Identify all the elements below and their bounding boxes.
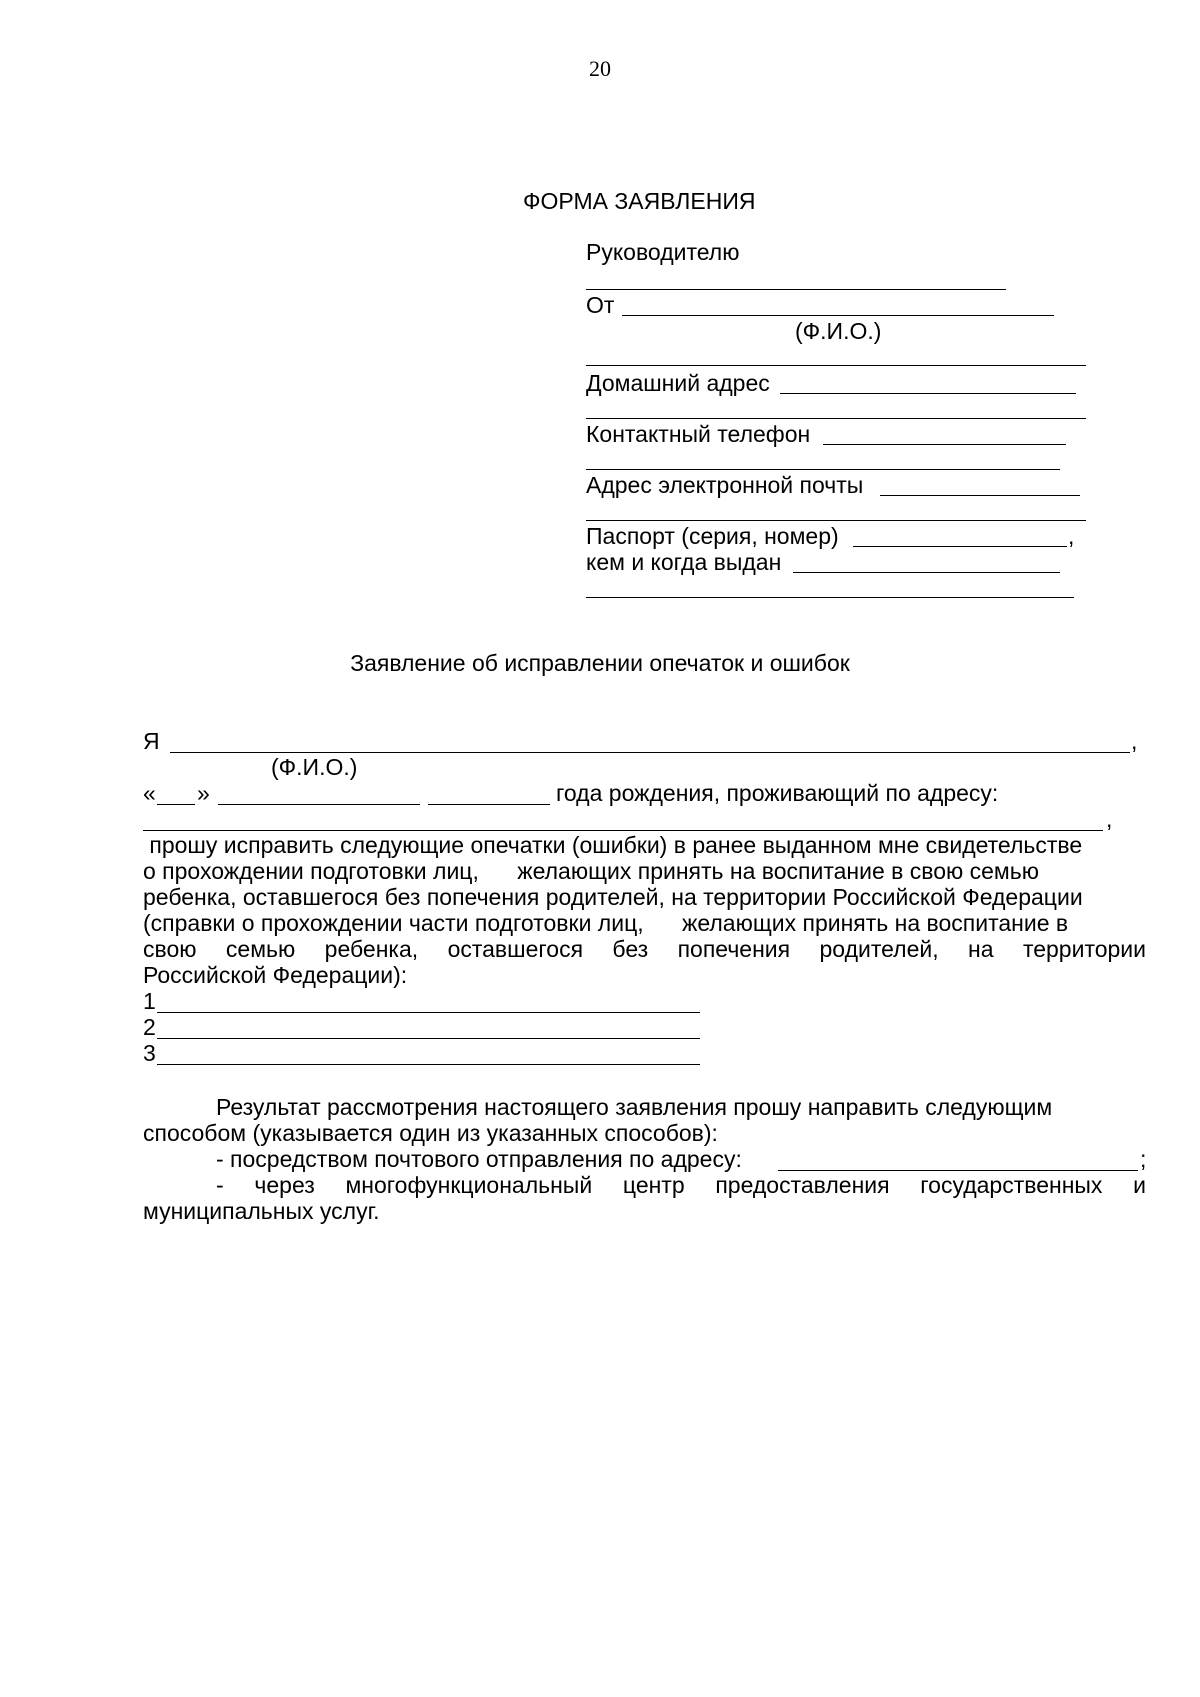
birth-day-line[interactable]	[157, 804, 195, 805]
from-fio-hint: (Ф.И.О.)	[795, 318, 882, 344]
result-line-3: - посредством почтового отправления по адресу:	[216, 1146, 742, 1172]
page-number: 20	[589, 56, 611, 81]
applicant-fio-hint: (Ф.И.О.)	[271, 754, 358, 780]
birth-year-line[interactable]	[428, 804, 550, 805]
home-address-line[interactable]	[780, 393, 1076, 394]
home-address-line-2[interactable]	[586, 418, 1086, 419]
issued-by-line[interactable]	[793, 572, 1060, 573]
phone-line[interactable]	[823, 444, 1066, 445]
result-line-4-text: - через многофункциональный центр предоставления государственных и	[216, 1172, 1146, 1198]
passport-line[interactable]	[853, 546, 1067, 547]
email-label: Адрес электронной почты	[586, 472, 864, 498]
form-title: ФОРМА ЗАЯВЛЕНИЯ	[523, 188, 756, 214]
from-label: От	[586, 292, 615, 318]
home-address-label: Домашний адрес	[586, 370, 770, 396]
request-line-4: (справки о прохождении части подготовки лиц, желающих принять на воспитание в	[143, 910, 1069, 936]
addressee-line[interactable]	[586, 289, 1006, 290]
item-number-3: 3	[143, 1040, 156, 1066]
item-line-3[interactable]	[157, 1064, 700, 1065]
quote-close: »	[197, 780, 210, 806]
request-line-2: о прохождении подготовки лиц, желающих принять на воспитание в свою семью	[143, 858, 1039, 884]
phone-line-2[interactable]	[586, 469, 1060, 470]
issued-by-line-2[interactable]	[586, 597, 1074, 598]
addressee-label: Руководителю	[586, 239, 740, 265]
quote-open: «	[143, 780, 156, 806]
address-comma: ,	[1106, 806, 1113, 832]
from-line[interactable]	[622, 315, 1054, 316]
request-line-1: прошу исправить следующие опечатки (ошибки) в ранее выданном мне свидетельстве	[143, 832, 1083, 858]
item-number-1: 1	[143, 988, 156, 1014]
i-comma: ,	[1131, 728, 1138, 754]
phone-label: Контактный телефон	[586, 421, 811, 447]
applicant-fio-line[interactable]	[170, 752, 1130, 753]
birth-text: года рождения, проживающий по адресу:	[556, 780, 999, 806]
passport-comma: ,	[1068, 523, 1075, 549]
request-line-5	[143, 936, 1146, 963]
i-label: Я	[143, 728, 160, 754]
item-number-2: 2	[143, 1014, 156, 1040]
issued-by-label: кем и когда выдан	[586, 549, 782, 575]
request-line-5-text: свою семью ребенка, оставшегося без попечения родителей, на территории	[143, 936, 1146, 962]
request-line-3: ребенка, оставшегося без попечения родителей, на территории Российской Федерации	[143, 884, 1083, 910]
post-semicolon: ;	[1140, 1146, 1147, 1172]
result-line-1: Результат рассмотрения настоящего заявления прошу направить следующим	[216, 1094, 1053, 1120]
statement-title: Заявление об исправлении опечаток и ошибок	[350, 650, 850, 676]
passport-label: Паспорт (серия, номер)	[586, 523, 839, 549]
result-line-5: муниципальных услуг.	[143, 1198, 380, 1224]
result-line-4	[216, 1172, 1146, 1199]
applicant-address-line[interactable]	[143, 830, 1103, 831]
email-line-2[interactable]	[586, 520, 1086, 521]
result-line-2: способом (указывается один из указанных способов):	[143, 1120, 718, 1146]
birth-month-line[interactable]	[218, 804, 420, 805]
email-line[interactable]	[880, 495, 1080, 496]
request-line-6: Российской Федерации):	[143, 962, 408, 988]
post-address-line[interactable]	[778, 1170, 1138, 1171]
from-continuation-line[interactable]	[586, 365, 1086, 366]
item-line-1[interactable]	[157, 1012, 700, 1013]
item-line-2[interactable]	[157, 1038, 700, 1039]
